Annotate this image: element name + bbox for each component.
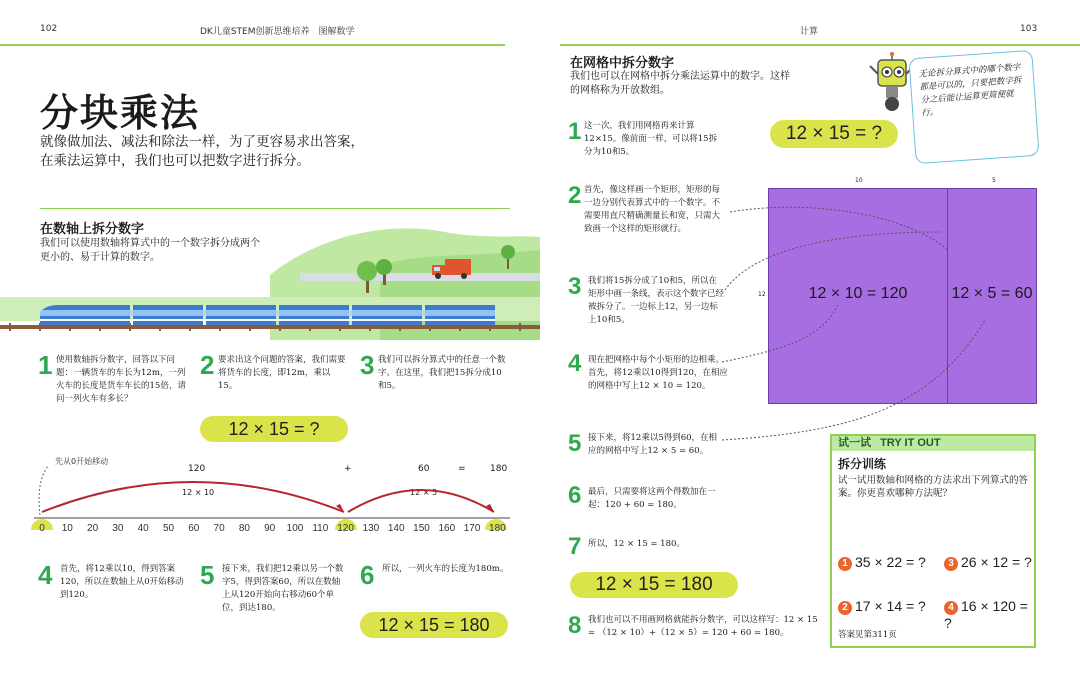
step-number: 2 [200,350,215,380]
number-line-tick-label: 80 [238,523,250,534]
step-number: 7 [568,533,582,560]
number-line-tick-label: 30 [112,523,124,534]
problem-number-badge: 1 [838,557,852,571]
section-divider [40,208,510,209]
problem-item [944,554,1032,571]
step-number: 1 [38,350,53,380]
number-line-tick-label: 50 [162,523,175,534]
try-it-heading-cn: 试一试 [838,437,871,449]
left-page-number: 102 [40,24,58,34]
number-line-tick-label: 180 [489,523,506,534]
page-intro: 就像做加法、减法和除法一样，为了更容易求出答案，在乘法运算中，我们也可以把数字进行拆分。 [40,134,364,169]
step-text: 使用数轴拆分数字，回答以下问题：一辆货车的车长为12m，一列火车的长度是货车车长的15倍，请问一列火车有多长？ [56,355,186,404]
arc-sub-label-a: 12 × 10 [182,488,215,497]
grid-section-desc: 我们也可以在网格中拆分乘法运算中的数字。这样的网格称为开放数组。 [570,71,790,96]
problem-number-badge: 3 [944,557,958,571]
grid-section-title: 在网格中拆分数字 [570,56,675,71]
equation-answer: 12 × 15 = 180 [360,612,508,638]
step-text: 这一次，我们用网格再来计算12×15。像前面一样，可以将15拆分为10和5。 [584,121,718,157]
numberline-section-title: 在数轴上拆分数字 [40,222,145,237]
step-number: 3 [568,273,582,300]
problem-item [838,554,926,571]
step-number: 5 [200,560,215,590]
step-number: 3 [360,350,375,380]
try-it-out-header [832,436,1034,451]
step-number: 5 [568,430,582,457]
step-text: 所以，一列火车的长度为180m。 [382,564,509,574]
problem-text: 17 × 14 = ? [855,598,926,614]
number-line-tick-label: 100 [286,523,304,534]
step-number: 8 [568,612,582,639]
step-text: 我们将15拆分成了10和5，所以在矩形中画一条线，表示这个数字已经被拆分了。一边标上12，另一边标上10和5。 [588,276,725,325]
step-number: 2 [568,182,582,209]
number-line-tick-label: 10 [61,523,73,534]
grid-cell-left-label: 12 × 10 = 120 [808,285,908,302]
grid-label-side: 12 [758,291,766,298]
try-it-heading-en: TRY IT OUT [880,437,941,449]
number-line-tick-label: 0 [39,523,45,534]
number-line-tick-label: 120 [337,523,354,534]
number-line-tick-label: 150 [413,523,430,534]
step-text: 我们也可以不用画网格就能拆分数字，可以这样写：12 × 15 = （12 × 10）+（12 × 5）= 120 + 60 = 180。 [588,615,818,638]
numberline-section-desc: 我们可以使用数轴将算式中的一个数字拆分成两个更小的、易于计算的数字。 [40,238,260,263]
grid-cell-left [768,188,948,404]
arc-label-60: 60 [418,464,430,474]
equation-question: 12 × 15 = ? [200,416,348,442]
step-text: 现在把网格中每个小矩形的边相乘。首先，将12乘以10得到120，在相应的网格中写上12 × 10 = 120。 [588,355,728,391]
problem-item [944,598,1034,631]
robot-note: 无论拆分算式中的哪个数字都是可以的，只要把数字拆分之后能让运算更简便就行。 [918,62,1022,119]
problem-number-badge: 4 [944,601,958,615]
step-number: 4 [38,560,53,590]
arc-label-plus: + [344,464,352,474]
grid-cell-right-label: 12 × 5 = 60 [951,285,1033,302]
left-running-title: DK儿童STEM创新思维培养 图解数学 [200,27,355,37]
start-label: 先从0开始移动 [55,457,109,466]
number-line-tick-label: 60 [188,523,200,534]
train-landscape-illustration [0,215,540,340]
step-text: 所以，12 × 15 = 180。 [588,539,685,549]
arc-label-120: 120 [188,464,206,474]
step-number: 1 [568,118,582,145]
step-number: 6 [360,560,375,590]
grid-label-top-right: 5 [992,177,996,184]
train-icon [40,305,495,325]
number-line-tick-label: 20 [87,523,99,534]
try-it-out-panel [830,434,1036,648]
step-text: 首先，将12乘以10，得到答案120，所以在数轴上从0开始移动到120。 [60,564,184,600]
problem-text: 26 × 12 = ? [961,554,1032,570]
problem-number-badge: 2 [838,601,852,615]
answer-reference: 答案见第311页 [838,630,897,640]
try-it-desc: 试一试用数轴和网格的方法求出下列算式的答案。你更喜欢哪种方法呢？ [838,475,1029,499]
step-text: 要求出这个问题的答案，我们需要将货车的长度，即12m，乘以15。 [218,355,346,391]
arc-label-180: 180 [490,464,508,474]
number-line-tick-label: 170 [463,523,481,534]
number-line [0,460,520,530]
step-number: 6 [568,482,582,509]
right-running-title: 计算 [800,27,819,37]
step-number: 4 [568,350,582,377]
problem-item [838,598,926,615]
grid-equation-question: 12 × 15 = ? [770,120,898,148]
step-text: 我们可以拆分算式中的任意一个数字。在这里，我们把15拆分成10和5。 [378,355,506,391]
number-line-tick-label: 40 [137,523,149,534]
number-line-tick-label: 70 [213,523,225,534]
problem-text: 35 × 22 = ? [855,554,926,570]
arc-label-eq: = [458,464,466,474]
step-text: 接下来，我们把12乘以另一个数字5，得到答案60，所以在数轴上从120开始向右移动60个单位，到达180。 [222,564,344,613]
grid-cell-right [947,188,1037,404]
speech-bubble [908,50,1039,164]
number-line-tick-label: 140 [387,523,405,534]
left-header-rule [0,44,505,46]
right-page-number: 103 [1020,24,1038,34]
step-text: 首先，像这样画一个矩形，矩形的每一边分别代表算式中的一个数字。不需要用直尺精确测量长和宽，只需大致画一个这样的矩形就行。 [584,185,721,234]
number-line-tick-label: 90 [264,523,276,534]
problem-text: 16 × 120 = ? [944,598,1028,631]
arc-sub-label-b: 12 × 5 [410,488,438,497]
page-title: 分块乘法 [40,91,201,135]
number-line-tick-label: 130 [362,523,380,534]
number-line-tick-label: 160 [438,523,456,534]
step-text: 接下来，将12乘以5得到60，在相应的网格中写上12 × 5 = 60。 [588,433,718,456]
grid-equation-answer: 12 × 15 = 180 [570,572,738,598]
grid-label-top-left: 10 [855,177,863,184]
step-text: 最后，只需要将这两个得数加在一起：120 + 60 = 180。 [588,487,716,510]
right-header-rule [560,44,1080,46]
try-it-title: 拆分训练 [838,457,887,471]
number-line-tick-label: 110 [312,523,329,534]
